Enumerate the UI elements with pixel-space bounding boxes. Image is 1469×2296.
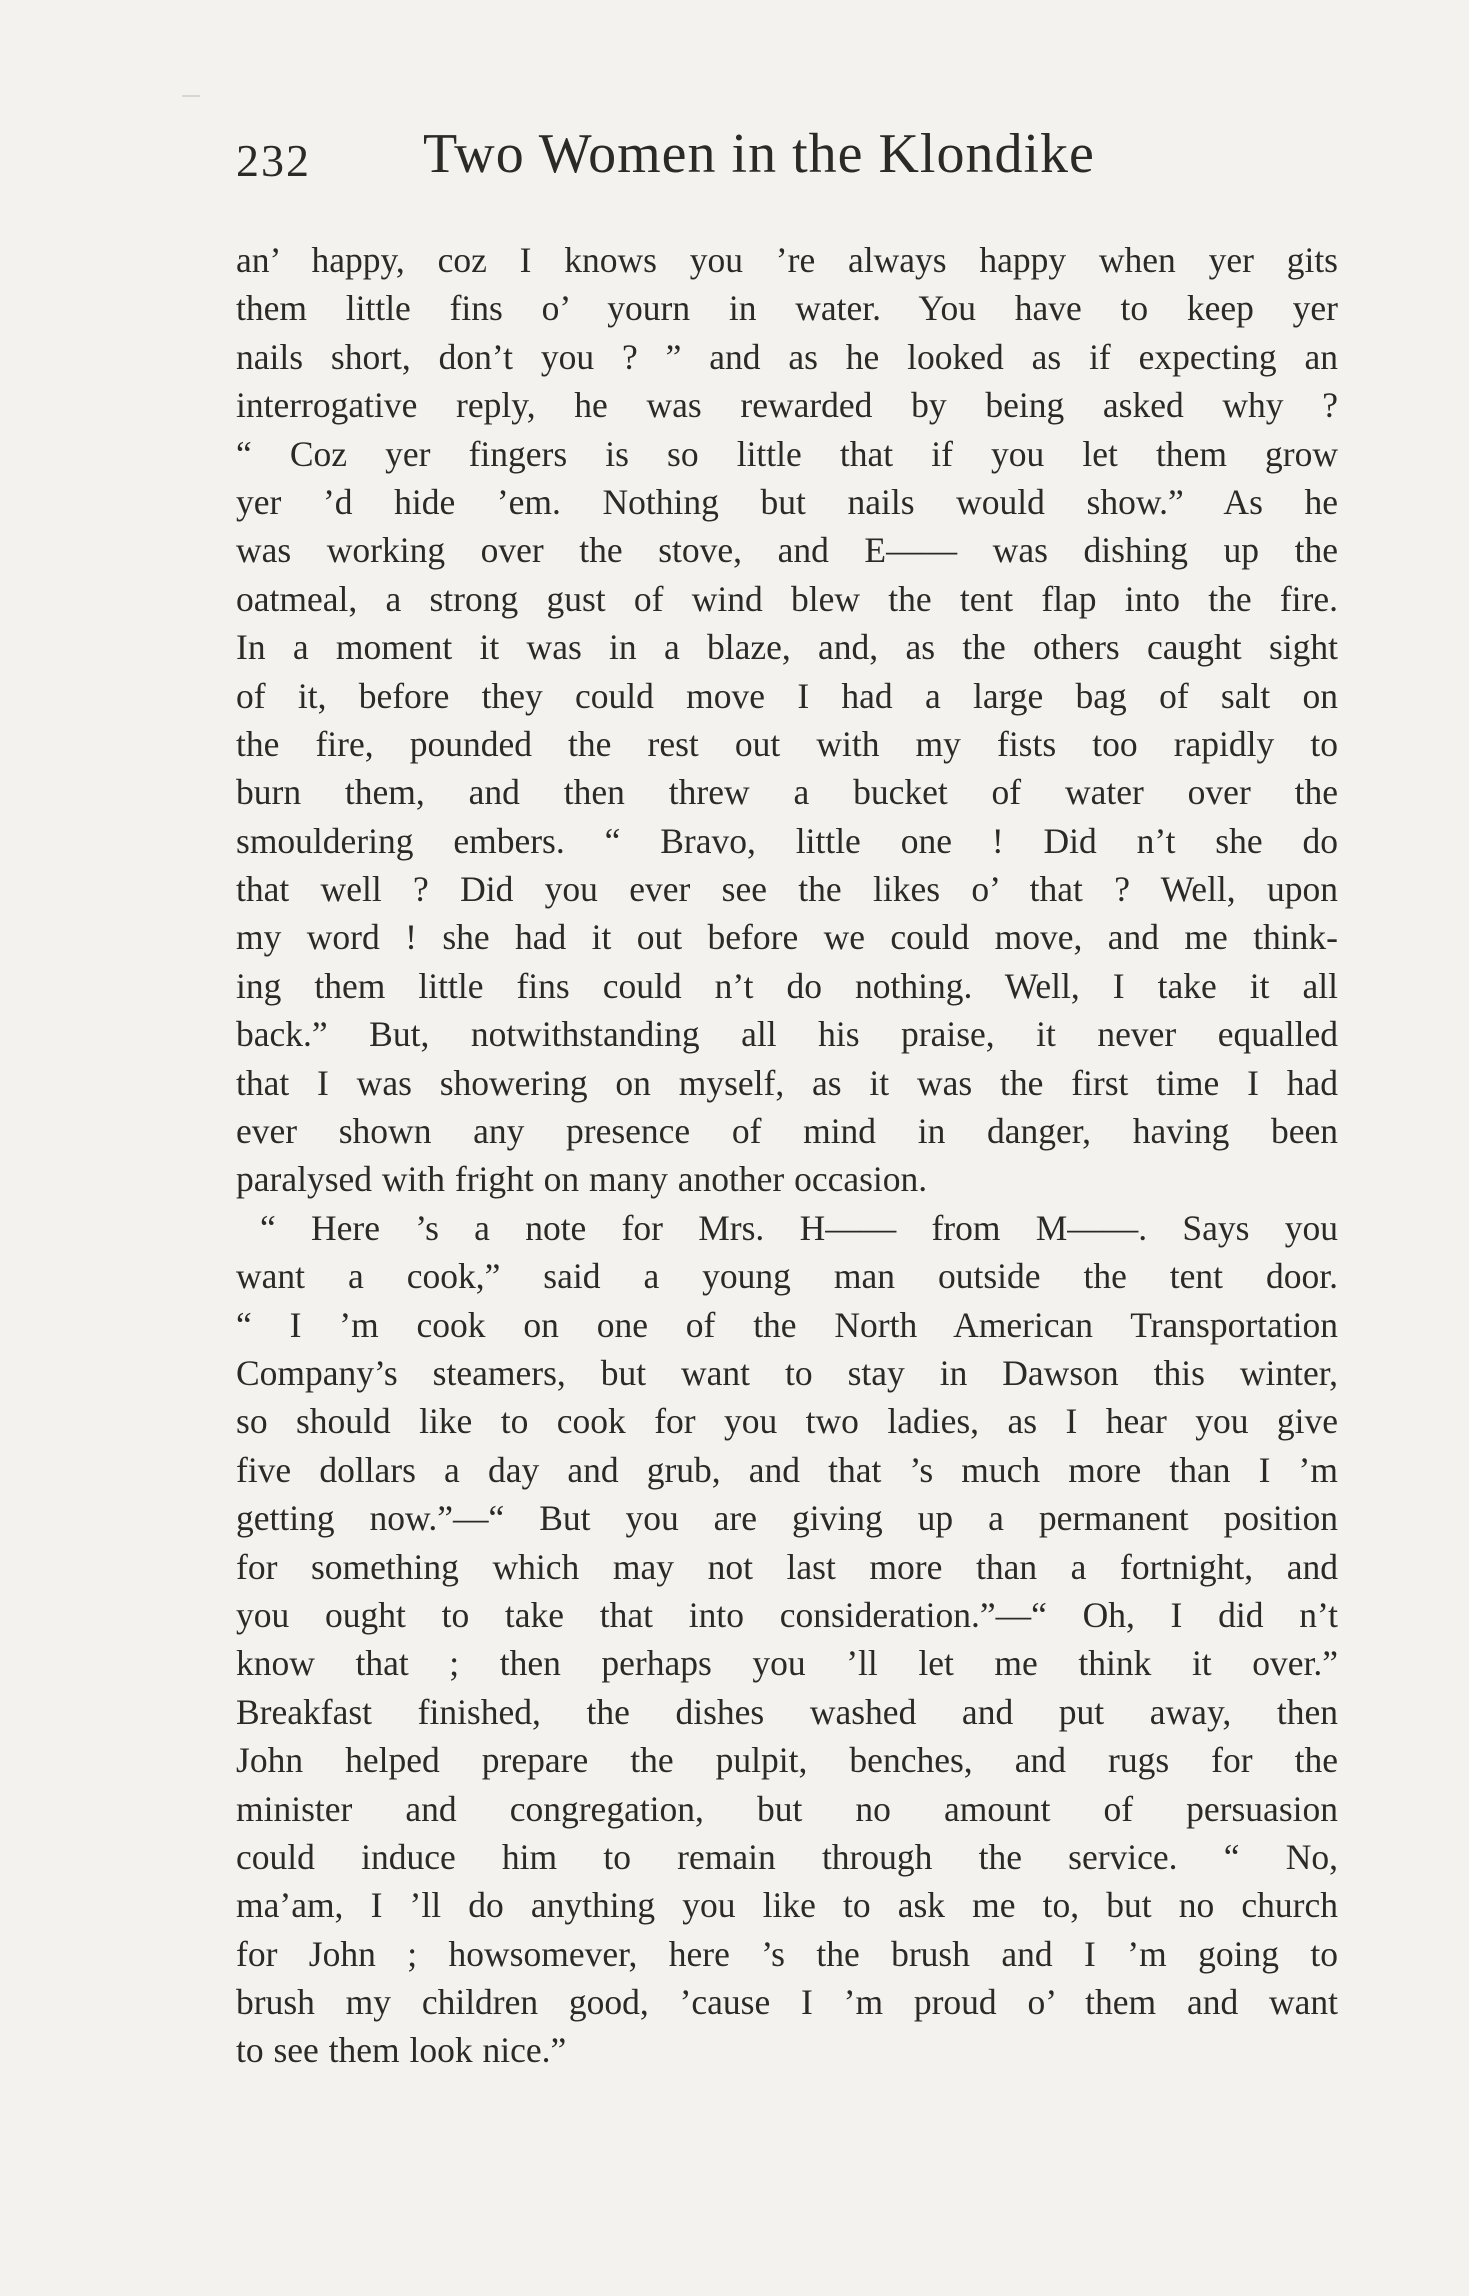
text-line: want a cook,” said a young man outside the tent door. xyxy=(236,1256,1338,1297)
text-line: for John ; howsomever, here ’s the brush and I ’m going to xyxy=(236,1933,1338,1974)
text-line: ever shown any presence of mind in danger, having been xyxy=(236,1111,1338,1152)
text-line: Breakfast finished, the dishes washed and put away, then xyxy=(236,1691,1338,1732)
text-line: the fire, pounded the rest out with my fists too rapidly to xyxy=(236,723,1338,764)
text-line: John helped prepare the pulpit, benches, and rugs for the xyxy=(236,1740,1338,1781)
text-line: could induce him to remain through the service. “ No, xyxy=(236,1836,1338,1877)
text-line: was working over the stove, and E—— was dishing up the xyxy=(236,530,1338,571)
text-line-paragraph-end: paralysed with fright on many another occasion. xyxy=(236,1159,928,1200)
book-title: Two Women in the Klondike xyxy=(423,123,1095,185)
text-line: an’ happy, coz I knows you ’re always happy when yer gits xyxy=(236,240,1338,280)
text-line-paragraph-start: “ Here ’s a note for Mrs. H—— from M——. Says you xyxy=(260,1207,1338,1248)
body-text xyxy=(236,236,1338,2075)
text-line: burn them, and then threw a bucket of water over the xyxy=(236,772,1338,813)
text-line: for something which may not last more than a fortnight, and xyxy=(236,1546,1338,1587)
text-line: “ I ’m cook on one of the North American Transportation xyxy=(236,1304,1338,1345)
text-line: nails short, don’t you ? ” and as he looked as if expecting an xyxy=(236,336,1338,377)
text-line: In a moment it was in a blaze, and, as the others caught sight xyxy=(236,627,1338,668)
text-line-paragraph-end: to see them look nice.” xyxy=(236,2030,567,2071)
text-line: that well ? Did you ever see the likes o’ that ? Well, upon xyxy=(236,869,1338,910)
text-line: yer ’d hide ’em. Nothing but nails would show.” As he xyxy=(236,481,1338,522)
text-line: brush my children good, ’cause I ’m proud o’ them and want xyxy=(236,1982,1338,2023)
text-line: “ Coz yer fingers is so little that if you let them grow xyxy=(236,433,1338,474)
text-line: them little fins o’ yourn in water. You have to keep yer xyxy=(236,288,1338,329)
text-line: you ought to take that into consideration.”—“ Oh, I did n’t xyxy=(236,1594,1338,1635)
running-head xyxy=(236,122,1336,192)
text-line: of it, before they could move I had a large bag of salt on xyxy=(236,675,1338,716)
text-line: smouldering embers. “ Bravo, little one ! Did n’t she do xyxy=(236,820,1338,861)
text-line: back.” But, notwithstanding all his praise, it never equalled xyxy=(236,1014,1338,1055)
text-line: interrogative reply, he was rewarded by being asked why ? xyxy=(236,385,1338,426)
text-line: so should like to cook for you two ladies, as I hear you give xyxy=(236,1401,1338,1442)
scan-edge-mark xyxy=(182,95,200,97)
text-line: my word ! she had it out before we could move, and me think- xyxy=(236,917,1338,958)
text-line: ing them little fins could n’t do nothing. Well, I take it all xyxy=(236,965,1338,1006)
text-line: minister and congregation, but no amount of persuasion xyxy=(236,1788,1338,1829)
text-line: five dollars a day and grub, and that ’s much more than I ’m xyxy=(236,1449,1338,1490)
text-line: that I was showering on myself, as it was the first time I had xyxy=(236,1062,1338,1103)
text-line: ma’am, I ’ll do anything you like to ask me to, but no church xyxy=(236,1885,1338,1926)
page-number: 232 xyxy=(236,135,311,186)
text-line: oatmeal, a strong gust of wind blew the tent flap into the fire. xyxy=(236,578,1338,619)
text-line: know that ; then perhaps you ’ll let me think it over.” xyxy=(236,1643,1338,1684)
text-line: getting now.”—“ But you are giving up a permanent position xyxy=(236,1498,1338,1539)
text-line: Company’s steamers, but want to stay in Dawson this winter, xyxy=(236,1352,1338,1393)
